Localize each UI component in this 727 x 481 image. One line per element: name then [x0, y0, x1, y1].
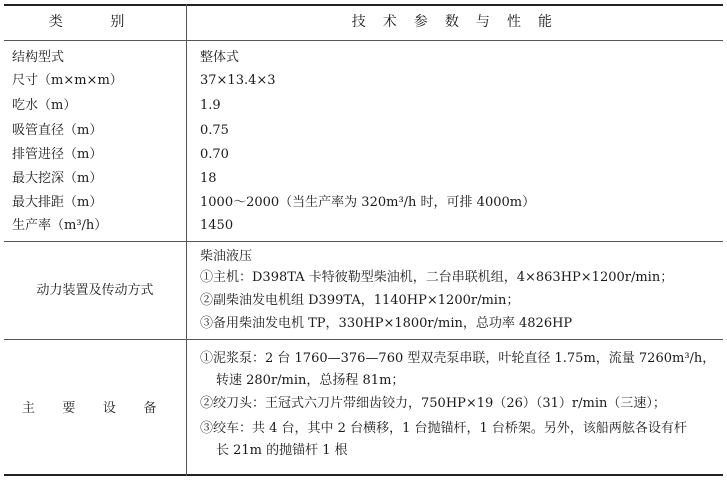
power-line: 柴油液压: [200, 249, 253, 264]
row-label: 最大挖深（m）: [12, 171, 103, 186]
power-line: ③备用柴油发电机 TP，330HP×1800r/min，总功率 4826HP: [200, 316, 573, 331]
equipment-line: ②绞刀头：王冠式六刀片带细齿铰力，750HP×19（26）（31）r/min（三速）；: [200, 396, 666, 411]
power-line: ②副柴油发电机组 D399TA，1140HP×1200r/min；: [200, 293, 520, 308]
row-value: 1450: [200, 218, 234, 233]
row-label: 结构型式: [12, 50, 65, 65]
row-label: 最大排距（m）: [12, 195, 103, 210]
header-category: 类 别: [48, 14, 142, 30]
table-bottom-rule: [4, 474, 723, 476]
equipment-label: 主 要 设 备: [21, 401, 169, 416]
equipment-line: 长 21m 的抛锚杆 1 根: [216, 443, 348, 458]
column-divider: [186, 4, 187, 476]
table-top-rule: [4, 4, 723, 6]
section-rule-2: [4, 339, 723, 340]
row-label: 吃水（m）: [12, 98, 77, 113]
row-value: 0.75: [200, 123, 229, 138]
header-rule: [4, 40, 723, 41]
row-label: 尺寸（m×m×m）: [12, 73, 123, 88]
power-label: 动力装置及传动方式: [36, 283, 154, 298]
equipment-line: 转速 280r/min，总扬程 81m；: [216, 373, 405, 388]
equipment-line: ①泥浆泵：2 台 1760—376—760 型双壳泵串联，叶轮直径 1.75m，流量 7260m³/h，: [200, 351, 716, 366]
row-value: 0.70: [200, 147, 229, 162]
equipment-line: ③绞车：共 4 台，其中 2 台横移，1 台抛锚杆，1 台桥架。另外，该船两舷各设有杆: [200, 421, 687, 436]
row-label: 生产率（m³/h）: [12, 218, 108, 233]
row-value: 37×13.4×3: [200, 73, 276, 88]
section-rule-1: [4, 241, 723, 242]
header-spec: 技 术 参 数 与 性 能: [351, 14, 559, 30]
row-value: 18: [200, 171, 217, 186]
row-value: 整体式: [200, 50, 240, 65]
row-value: 1.9: [200, 98, 221, 113]
power-line: ①主机：D398TA 卡特彼勒型柴油机，二台串联机组，4×863HP×1200r/min；: [200, 270, 674, 285]
row-label: 排管进径（m）: [12, 147, 103, 162]
row-label: 吸管直径（m）: [12, 123, 103, 138]
row-value: 1000～2000（当生产率为 320m³/h 时，可排 4000m）: [200, 195, 536, 210]
